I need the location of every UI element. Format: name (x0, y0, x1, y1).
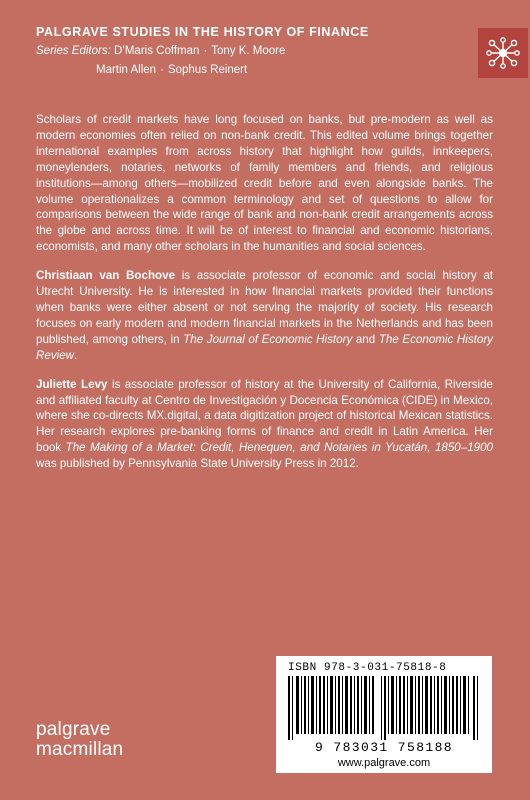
series-editor: Martin Allen (96, 64, 157, 76)
series-editor: Tony K. Moore (211, 45, 286, 57)
editor-separator: · (203, 45, 208, 57)
bio-text: is associate professor of history at the University of California, Riverside and affiliated faculty at Centro de Investigación y Docencia Económica (CIDE) in Mexico, where she co-directs MX.digital, a data digitization project of historical Mexican statistics. Her research explores pre-banking forms of finance and credit in Latin America. Her book (36, 377, 493, 455)
series-editors-label: Series Editors: (36, 45, 111, 57)
publisher-logo-line-1: palgrave (36, 719, 111, 740)
series-editors-line-1 (36, 43, 476, 59)
bio-text: was published by Pennsylvania State University Press in 2012. (36, 457, 359, 471)
author-name: Christiaan van Bochove (36, 269, 176, 283)
series-editor: Sophus Reinert (167, 64, 248, 76)
bio-text: . (74, 348, 78, 362)
author-bio-levy (36, 377, 493, 472)
author-name: Juliette Levy (36, 377, 108, 391)
publisher-logo (36, 720, 123, 760)
back-cover-text (36, 112, 493, 485)
barcode-box (276, 656, 492, 773)
series-header (36, 25, 476, 78)
series-title: PALGRAVE STUDIES IN THE HISTORY OF FINANCE (36, 25, 369, 39)
publisher-logo-line-2: macmillan (36, 739, 124, 760)
series-editor: D’Maris Coffman (113, 45, 200, 57)
book-title: The Making of a Market: Credit, Henequen, and Notaries in Yucatán, 1850–1900 (65, 441, 493, 455)
editor-separator: · (160, 64, 164, 76)
series-badge (478, 28, 528, 78)
book-description: Scholars of credit markets have long focused on banks, but pre-modern as well as modern economies often relied on non-bank credit. This edited volume brings together international examples from across history that highlight how guilds, innkeepers, moneylenders, notaries, networks of family members and friends, and religious institutions—among others—mobilized credit before and even alongside banks. The volume operationalizes a common terminology and set of questions to allow for comparisons between the wide range of bank and non-bank credit arrangements across the globe and across time. It will be of interest to financial and economic historians, economists, and many other scholars in the humanities and social sciences. (36, 113, 493, 254)
bio-text: is associate professor of economic and social history at Utrecht University. He is interested in how financial markets provided their functions when banks were either absent or not serving the majority of society. His research focuses on early modern and modern financial markets in the Netherlands and has been published, among others, in (36, 269, 493, 346)
publisher-url: www.palgrave.com (337, 757, 431, 769)
author-bio-bochove (36, 268, 493, 363)
barcode-digits: 9 783031 758188 (314, 740, 454, 755)
journal-title: The Journal of Economic History (183, 332, 353, 346)
barcode-icon (288, 676, 480, 740)
bio-text: and (352, 332, 379, 346)
journal-title: The Economic History Review (36, 332, 493, 362)
isbn-label: ISBN 978-3-031-75818-8 (288, 662, 447, 674)
series-editors-line-2 (36, 62, 476, 78)
network-nodes-icon (478, 28, 528, 78)
